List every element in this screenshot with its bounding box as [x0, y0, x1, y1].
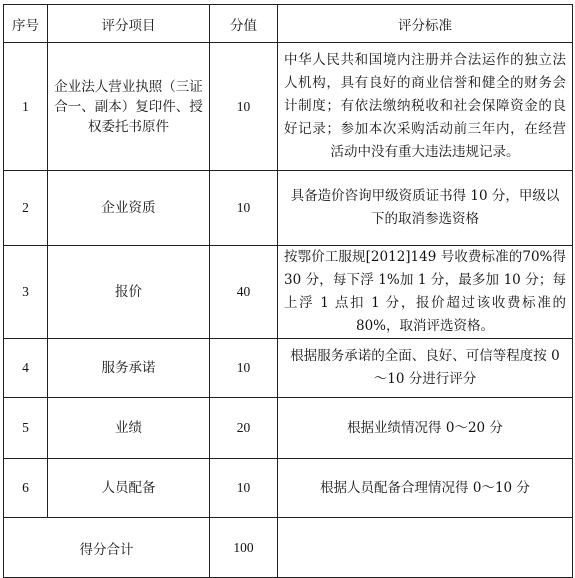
row-no: 3 [4, 246, 48, 339]
row-score: 10 [210, 339, 278, 398]
row-score: 40 [210, 246, 278, 339]
row-item: 人员配备 [48, 459, 210, 518]
row-standard: 按鄂价工服规[2012]149 号收费标准的70%得 30 分，每下浮 1%加 1 分，最多加 10 分；每上浮 1 点扣 1 分，报价超过该收费标准的 80%，取消评选资格。 [278, 246, 573, 339]
scoring-table [3, 4, 573, 578]
table-row [4, 43, 573, 171]
total-standard [278, 518, 573, 578]
row-score: 10 [210, 459, 278, 518]
table-row [4, 459, 573, 518]
row-standard: 根据服务承诺的全面、良好、可信等程度按 0～10 分进行评分 [278, 339, 573, 398]
row-standard: 根据业绩情况得 0～20 分 [278, 398, 573, 459]
row-score: 20 [210, 398, 278, 459]
header-row [4, 5, 573, 43]
row-no: 5 [4, 398, 48, 459]
row-item: 业绩 [48, 398, 210, 459]
table-row [4, 171, 573, 246]
header-score: 分值 [210, 5, 278, 43]
row-standard: 中华人民共和国境内注册并合法运作的独立法人机构，具有良好的商业信誉和健全的财务会计制度；有依法缴纳税收和社会保障资金的良好记录；参加本次采购活动前三年内，在经营活动中没有重大违法违规记录。 [278, 43, 573, 171]
row-no: 2 [4, 171, 48, 246]
row-item: 报价 [48, 246, 210, 339]
header-no: 序号 [4, 5, 48, 43]
row-no: 1 [4, 43, 48, 171]
table-row [4, 246, 573, 339]
row-no: 6 [4, 459, 48, 518]
table-row [4, 398, 573, 459]
row-score: 10 [210, 171, 278, 246]
header-item: 评分项目 [48, 5, 210, 43]
header-standard: 评分标准 [278, 5, 573, 43]
total-label: 得分合计 [4, 518, 210, 578]
row-item: 企业法人营业执照（三证合一、副本）复印件、授权委托书原件 [48, 43, 210, 171]
row-no: 4 [4, 339, 48, 398]
row-standard: 具备造价咨询甲级资质证书得 10 分，甲级以下的取消参选资格 [278, 171, 573, 246]
row-score: 10 [210, 43, 278, 171]
row-item: 服务承诺 [48, 339, 210, 398]
row-item: 企业资质 [48, 171, 210, 246]
total-score: 100 [210, 518, 278, 578]
row-standard: 根据人员配备合理情况得 0～10 分 [278, 459, 573, 518]
table-row [4, 339, 573, 398]
total-row [4, 518, 573, 578]
